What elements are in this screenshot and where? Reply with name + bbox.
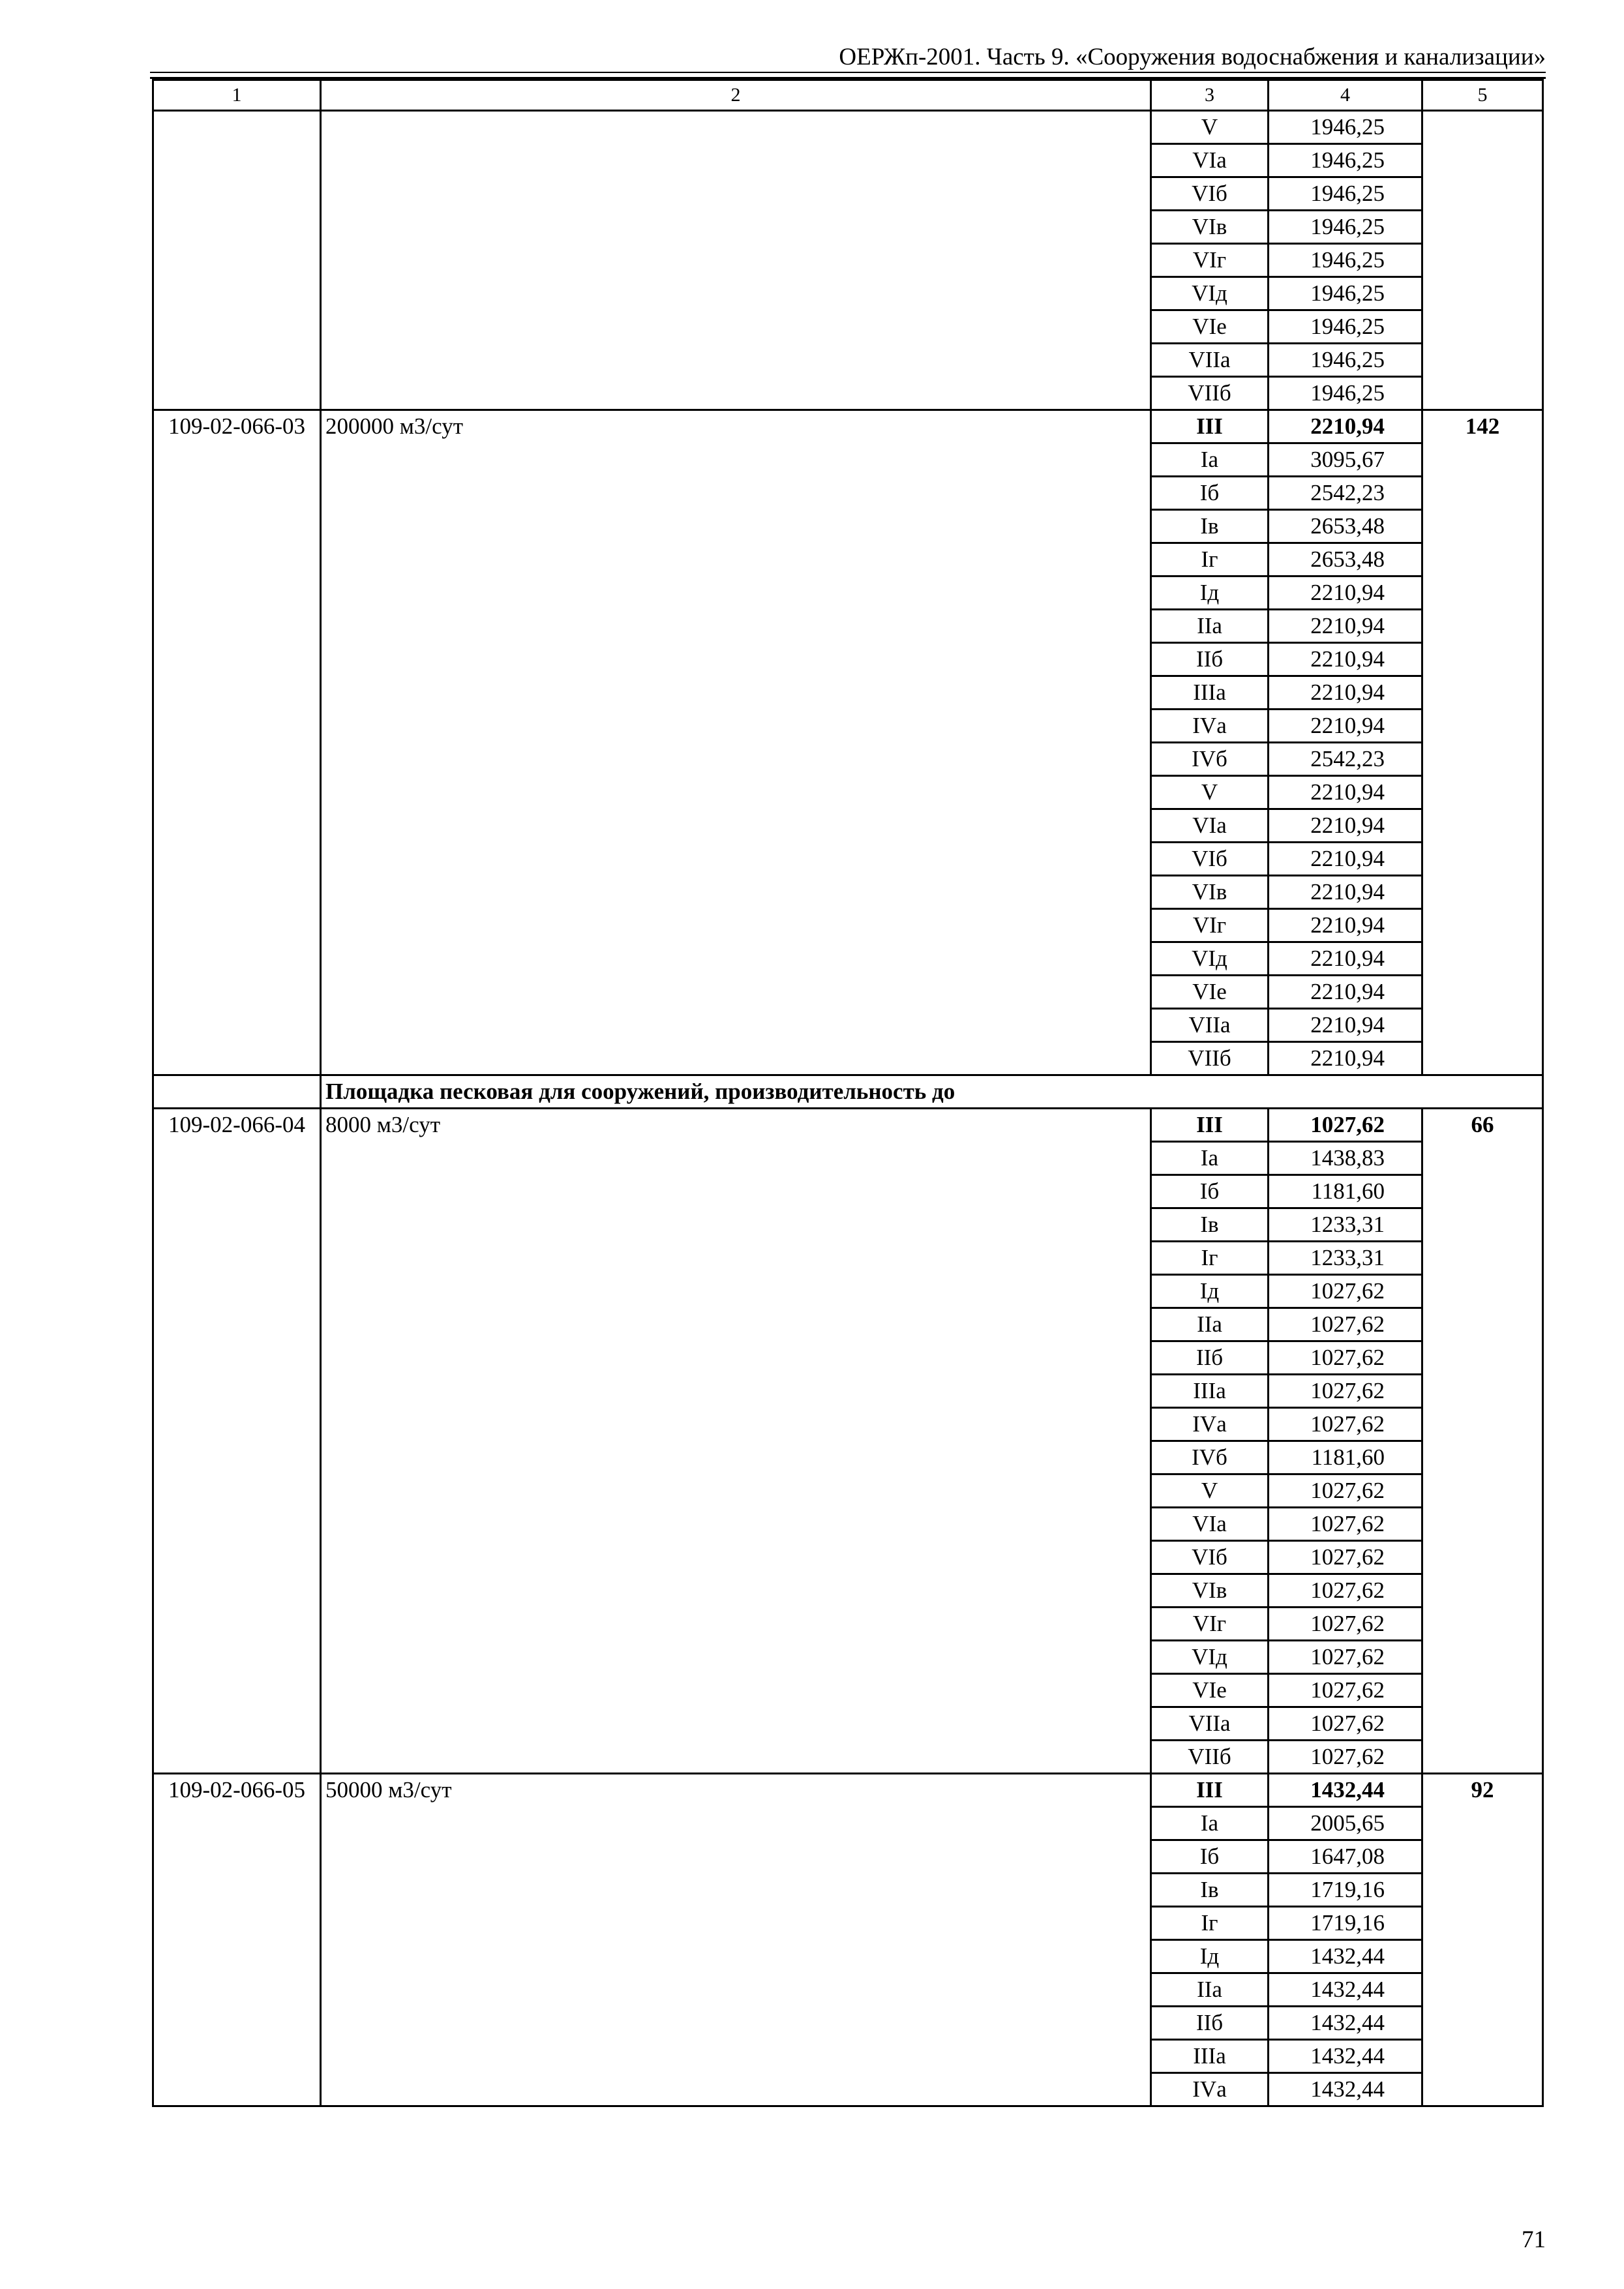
price-value-cell: 1432,44 (1269, 1940, 1422, 1973)
region-cell: IIIа (1151, 676, 1269, 710)
work-description: 200000 м3/сут (321, 410, 1151, 1075)
price-value-cell: 2653,48 (1269, 543, 1422, 576)
region-cell: VIб (1151, 177, 1269, 211)
region-cell: Iд (1151, 1275, 1269, 1308)
price-value-cell: 2210,94 (1269, 610, 1422, 643)
price-value-cell: 2210,94 (1269, 843, 1422, 876)
price-value-cell: 2210,94 (1269, 1009, 1422, 1042)
price-value-cell: 2210,94 (1269, 676, 1422, 710)
region-cell: VIIб (1151, 377, 1269, 410)
table-row (153, 410, 1543, 443)
price-value-cell: 1719,16 (1269, 1874, 1422, 1907)
price-value-cell: 1647,08 (1269, 1840, 1422, 1874)
price-value-cell: 1946,25 (1269, 310, 1422, 344)
price-value-cell: 1027,62 (1269, 1541, 1422, 1574)
region-cell: Iв (1151, 1874, 1269, 1907)
price-value-cell: 1027,62 (1269, 1275, 1422, 1308)
price-value-cell: 1027,62 (1269, 1641, 1422, 1674)
table-row (153, 111, 1543, 144)
region-cell: Iб (1151, 1840, 1269, 1874)
total-cell: 66 (1422, 1109, 1543, 1774)
price-value-cell: 1432,44 (1269, 1973, 1422, 2007)
column-number-1: 1 (153, 80, 321, 111)
region-cell: VIе (1151, 1674, 1269, 1707)
region-cell: VIд (1151, 277, 1269, 310)
price-value-cell: 1181,60 (1269, 1175, 1422, 1208)
price-value-cell: 1027,62 (1269, 1408, 1422, 1441)
region-cell: V (1151, 776, 1269, 809)
price-value-cell: 1181,60 (1269, 1441, 1422, 1474)
price-value-cell: 2210,94 (1269, 710, 1422, 743)
region-cell: V (1151, 111, 1269, 144)
region-cell: Iг (1151, 1907, 1269, 1940)
price-value-cell: 1946,25 (1269, 144, 1422, 177)
table-row (153, 1109, 1543, 1142)
price-value-cell: 2210,94 (1269, 776, 1422, 809)
region-cell: VIб (1151, 1541, 1269, 1574)
price-value-cell: 1027,62 (1269, 1341, 1422, 1375)
rate-code: 109-02-066-03 (153, 410, 321, 1075)
price-value-cell: 2210,94 (1269, 410, 1422, 443)
column-number-4: 4 (1269, 80, 1422, 111)
price-value-cell: 1027,62 (1269, 1508, 1422, 1541)
price-value-cell: 1946,25 (1269, 111, 1422, 144)
region-cell: III (1151, 1774, 1269, 1807)
price-value-cell: 1946,25 (1269, 277, 1422, 310)
region-cell: IVа (1151, 1408, 1269, 1441)
header-rule-thin (150, 72, 1546, 73)
price-value-cell: 1027,62 (1269, 1574, 1422, 1608)
total-cell: 92 (1422, 1774, 1543, 2106)
price-value-cell: 1946,25 (1269, 344, 1422, 377)
region-cell: III (1151, 410, 1269, 443)
region-cell: VIв (1151, 211, 1269, 244)
work-description: 50000 м3/сут (321, 1774, 1151, 2106)
region-cell: Iд (1151, 576, 1269, 610)
price-value-cell: 1946,25 (1269, 244, 1422, 277)
price-value-cell: 1946,25 (1269, 377, 1422, 410)
region-cell: Iв (1151, 510, 1269, 543)
column-number-row (153, 80, 1543, 111)
region-cell: Iг (1151, 543, 1269, 576)
region-cell: VIIб (1151, 1042, 1269, 1075)
region-cell: VIIа (1151, 344, 1269, 377)
price-value-cell: 1027,62 (1269, 1474, 1422, 1508)
price-value-cell: 1027,62 (1269, 1741, 1422, 1774)
price-value-cell: 1946,25 (1269, 211, 1422, 244)
region-cell: IIа (1151, 1973, 1269, 2007)
rates-table-container (152, 79, 1542, 2107)
region-cell: VIд (1151, 1641, 1269, 1674)
rate-code: 109-02-066-05 (153, 1774, 321, 2106)
region-cell: Iв (1151, 1208, 1269, 1242)
price-value-cell: 2542,23 (1269, 477, 1422, 510)
region-cell: VIб (1151, 843, 1269, 876)
price-value-cell: 2653,48 (1269, 510, 1422, 543)
region-cell: IIIа (1151, 2040, 1269, 2073)
price-value-cell: 1438,83 (1269, 1142, 1422, 1175)
region-cell: VIв (1151, 876, 1269, 909)
price-value-cell: 1946,25 (1269, 177, 1422, 211)
section-title: Площадка песковая для сооружений, производительность до (321, 1075, 1543, 1109)
price-value-cell: 1027,62 (1269, 1608, 1422, 1641)
section-header-row (153, 1075, 1543, 1109)
price-value-cell: 1432,44 (1269, 1774, 1422, 1807)
region-cell: III (1151, 1109, 1269, 1142)
region-cell: VIв (1151, 1574, 1269, 1608)
price-value-cell: 2542,23 (1269, 743, 1422, 776)
region-cell: VIIб (1151, 1741, 1269, 1774)
table-row (153, 1774, 1543, 1807)
total-cell (1422, 111, 1543, 410)
region-cell: IVб (1151, 743, 1269, 776)
work-description: 8000 м3/сут (321, 1109, 1151, 1774)
region-cell: VIа (1151, 144, 1269, 177)
price-value-cell: 1027,62 (1269, 1308, 1422, 1341)
price-value-cell: 2005,65 (1269, 1807, 1422, 1840)
region-cell: VIе (1151, 976, 1269, 1009)
price-value-cell: 1233,31 (1269, 1208, 1422, 1242)
region-cell: Iд (1151, 1940, 1269, 1973)
price-value-cell: 2210,94 (1269, 909, 1422, 942)
price-value-cell: 2210,94 (1269, 576, 1422, 610)
price-value-cell: 1719,16 (1269, 1907, 1422, 1940)
region-cell: VIг (1151, 1608, 1269, 1641)
rate-code: 109-02-066-04 (153, 1109, 321, 1774)
page-number: 71 (1522, 2226, 1546, 2253)
rates-table (152, 79, 1544, 2107)
price-value-cell: 1027,62 (1269, 1109, 1422, 1142)
price-value-cell: 2210,94 (1269, 942, 1422, 976)
price-value-cell: 2210,94 (1269, 809, 1422, 843)
region-cell: VIе (1151, 310, 1269, 344)
region-cell: IVб (1151, 1441, 1269, 1474)
table-body (153, 80, 1543, 2106)
region-cell: Iг (1151, 1242, 1269, 1275)
region-cell: IVа (1151, 710, 1269, 743)
region-cell: Iа (1151, 443, 1269, 477)
page-header (150, 38, 1546, 77)
region-cell: Iа (1151, 1807, 1269, 1840)
price-value-cell: 2210,94 (1269, 1042, 1422, 1075)
region-cell: VIа (1151, 809, 1269, 843)
region-cell: VIд (1151, 942, 1269, 976)
price-value-cell: 1432,44 (1269, 2040, 1422, 2073)
price-value-cell: 3095,67 (1269, 443, 1422, 477)
price-value-cell: 1432,44 (1269, 2007, 1422, 2040)
region-cell: VIг (1151, 244, 1269, 277)
region-cell: IIб (1151, 643, 1269, 676)
price-value-cell: 1027,62 (1269, 1674, 1422, 1707)
region-cell: IIа (1151, 1308, 1269, 1341)
column-number-5: 5 (1422, 80, 1543, 111)
region-cell: IIб (1151, 2007, 1269, 2040)
section-code-cell (153, 1075, 321, 1109)
region-cell: IIб (1151, 1341, 1269, 1375)
price-value-cell: 2210,94 (1269, 876, 1422, 909)
region-cell: Iб (1151, 1175, 1269, 1208)
region-cell: VIа (1151, 1508, 1269, 1541)
price-value-cell: 1027,62 (1269, 1707, 1422, 1741)
price-value-cell: 1432,44 (1269, 2073, 1422, 2106)
price-value-cell: 1233,31 (1269, 1242, 1422, 1275)
rate-code (153, 111, 321, 410)
price-value-cell: 1027,62 (1269, 1375, 1422, 1408)
work-description (321, 111, 1151, 410)
price-value-cell: 2210,94 (1269, 976, 1422, 1009)
region-cell: Iа (1151, 1142, 1269, 1175)
column-number-3: 3 (1151, 80, 1269, 111)
region-cell: VIIа (1151, 1009, 1269, 1042)
region-cell: V (1151, 1474, 1269, 1508)
total-cell: 142 (1422, 410, 1543, 1075)
price-value-cell: 2210,94 (1269, 643, 1422, 676)
region-cell: VIг (1151, 909, 1269, 942)
document-title: ОЕРЖп-2001. Часть 9. «Сооружения водоснабжения и канализации» (839, 44, 1546, 70)
region-cell: IIа (1151, 610, 1269, 643)
column-number-2: 2 (321, 80, 1151, 111)
region-cell: IVа (1151, 2073, 1269, 2106)
region-cell: IIIа (1151, 1375, 1269, 1408)
region-cell: Iб (1151, 477, 1269, 510)
region-cell: VIIа (1151, 1707, 1269, 1741)
